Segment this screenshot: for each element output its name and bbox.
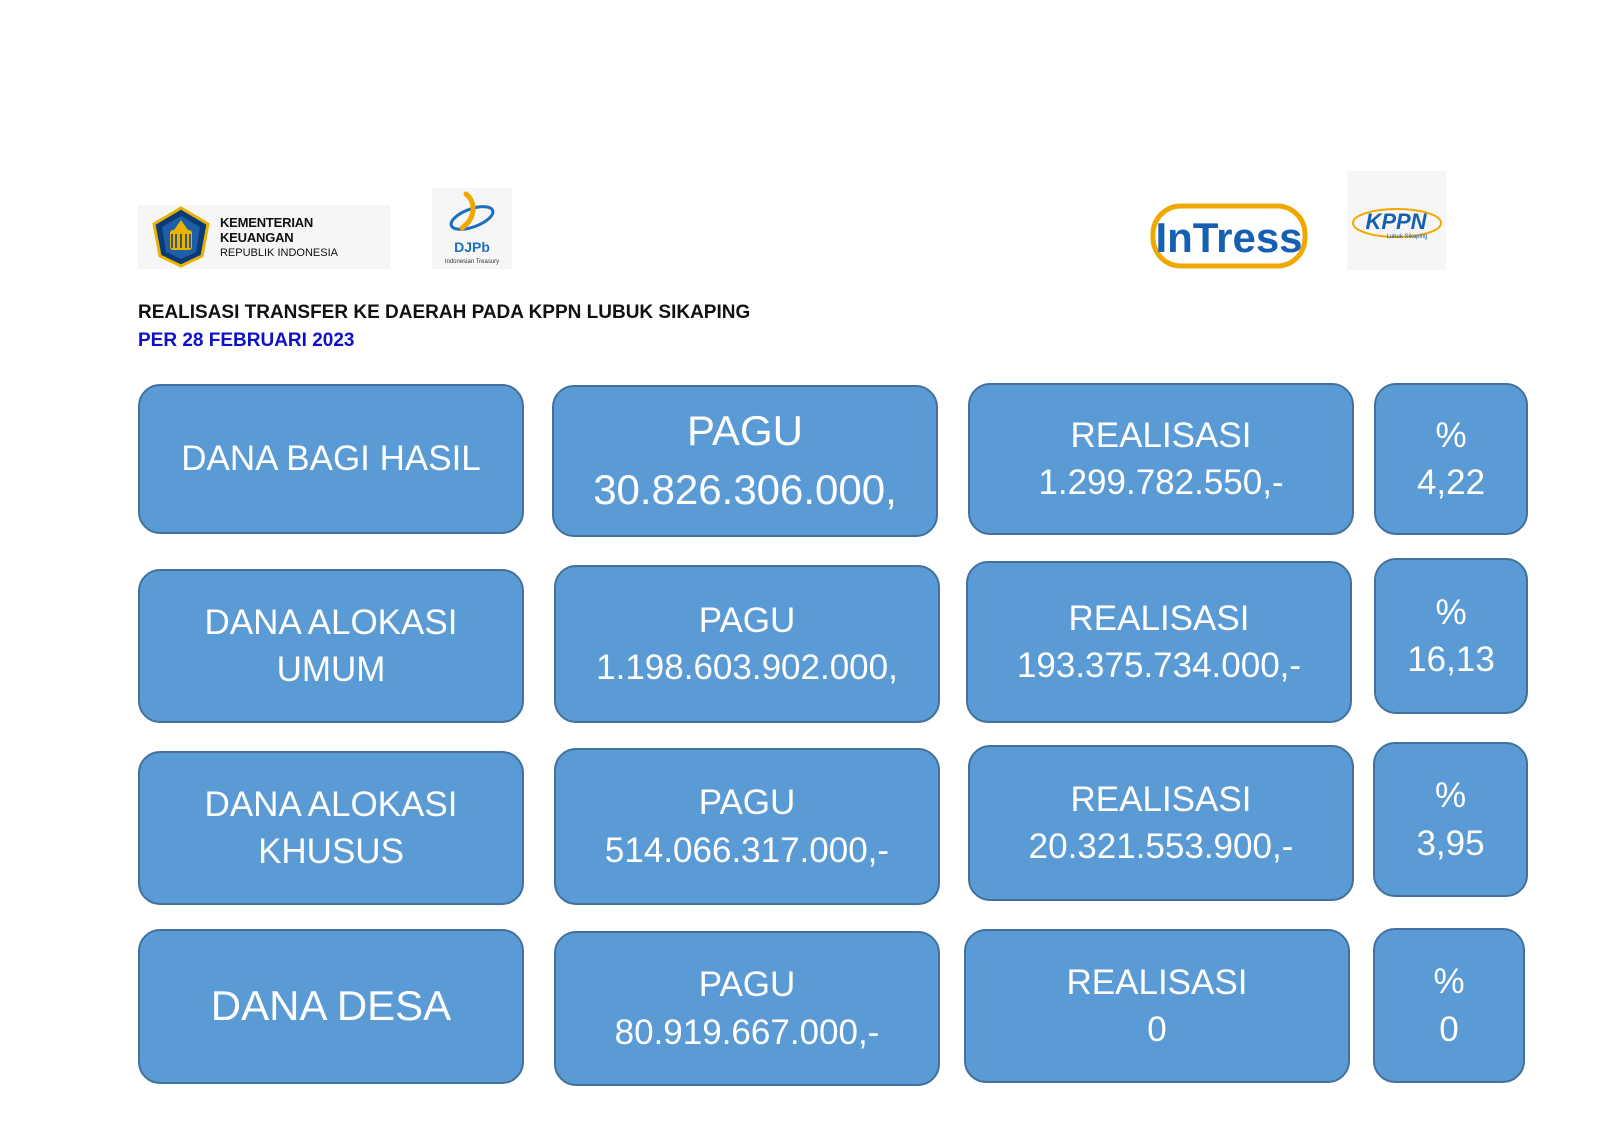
realisasi-value: 20.321.553.900,-	[1028, 827, 1294, 866]
kppn-emblem-icon	[1347, 171, 1446, 270]
category-card-dbh	[138, 384, 524, 534]
category-label-line2: KHUSUS	[258, 832, 404, 871]
kemenkeu-logo-line1: KEMENTERIAN KEUANGAN	[219, 215, 314, 245]
report-title: REALISASI TRANSFER KE DAERAH PADA KPPN LUBUK SIKAPING	[138, 302, 751, 323]
percent-symbol: %	[1435, 415, 1467, 455]
category-label-line1: DANA ALOKASI	[204, 602, 458, 642]
percent-card-dak	[1373, 742, 1528, 897]
realisasi-card-dau	[966, 561, 1352, 723]
pagu-value: 514.066.317.000,-	[604, 830, 890, 870]
pagu-label: PAGU	[698, 600, 796, 640]
realisasi-value: 1.299.782.550,-	[1038, 463, 1284, 502]
kemenkeu-logo-line2: REPUBLIK INDONESIA	[219, 247, 338, 259]
realisasi-value: 0	[1147, 1010, 1167, 1049]
pagu-label: PAGU	[698, 783, 796, 823]
percent-symbol: %	[1433, 962, 1465, 1002]
pagu-value: 1.198.603.902.000,	[596, 648, 898, 687]
percent-card-dau	[1374, 558, 1528, 714]
category-card-dak	[138, 751, 524, 905]
category-card-dau	[138, 569, 524, 723]
pagu-card-dak	[554, 748, 940, 905]
realisasi-card-dbh	[968, 383, 1354, 535]
pagu-card-dau	[554, 565, 940, 723]
realisasi-label: REALISASI	[1070, 415, 1252, 455]
percent-card-dbh	[1374, 383, 1528, 535]
category-label-line2: UMUM	[276, 650, 386, 689]
realisasi-card-dana-desa	[964, 929, 1350, 1083]
percent-symbol: %	[1434, 776, 1467, 816]
percent-value: 0	[1439, 1009, 1459, 1049]
percent-card-dana-desa	[1373, 928, 1525, 1083]
pagu-value: 30.826.306.000,	[593, 466, 897, 513]
category-label-line1: DANA ALOKASI	[204, 784, 458, 824]
percent-symbol: %	[1435, 592, 1467, 632]
kppn-logo-text: KPPN	[1365, 209, 1427, 234]
kemenkeu-seal-icon	[150, 206, 212, 268]
percent-value: 16,13	[1407, 640, 1495, 679]
realisasi-label: REALISASI	[1066, 962, 1248, 1002]
pagu-card-dana-desa	[554, 931, 940, 1086]
realisasi-label: REALISASI	[1070, 779, 1252, 819]
intress-badge-icon	[1150, 200, 1308, 272]
realisasi-card-dak	[968, 745, 1354, 901]
category-label: DANA DESA	[210, 982, 452, 1030]
category-label: DANA BAGI HASIL	[181, 439, 481, 479]
kppn-logo	[1347, 171, 1446, 270]
pagu-card-dbh	[552, 385, 938, 537]
category-card-dana-desa	[138, 929, 524, 1084]
intress-logo	[1150, 200, 1308, 272]
djpb-logo-subtext: Indonesian Treasury	[444, 259, 500, 265]
realisasi-value: 193.375.734.000,-	[1016, 646, 1302, 685]
intress-logo-text: InTress	[1155, 214, 1303, 261]
pagu-value: 80.919.667.000,-	[614, 1012, 880, 1052]
percent-value: 4,22	[1416, 463, 1486, 502]
pagu-label: PAGU	[687, 407, 803, 455]
djpb-logo	[432, 188, 512, 269]
percent-value: 3,95	[1416, 823, 1485, 863]
report-date: PER 28 FEBRUARI 2023	[138, 330, 355, 351]
djpb-swoosh-icon	[432, 188, 512, 269]
djpb-logo-text: DJPb	[454, 239, 490, 255]
kemenkeu-logo	[138, 205, 390, 269]
realisasi-label: REALISASI	[1068, 598, 1250, 638]
kppn-logo-subtext: Lubuk Sikaping	[1386, 234, 1428, 240]
pagu-label: PAGU	[698, 965, 796, 1005]
